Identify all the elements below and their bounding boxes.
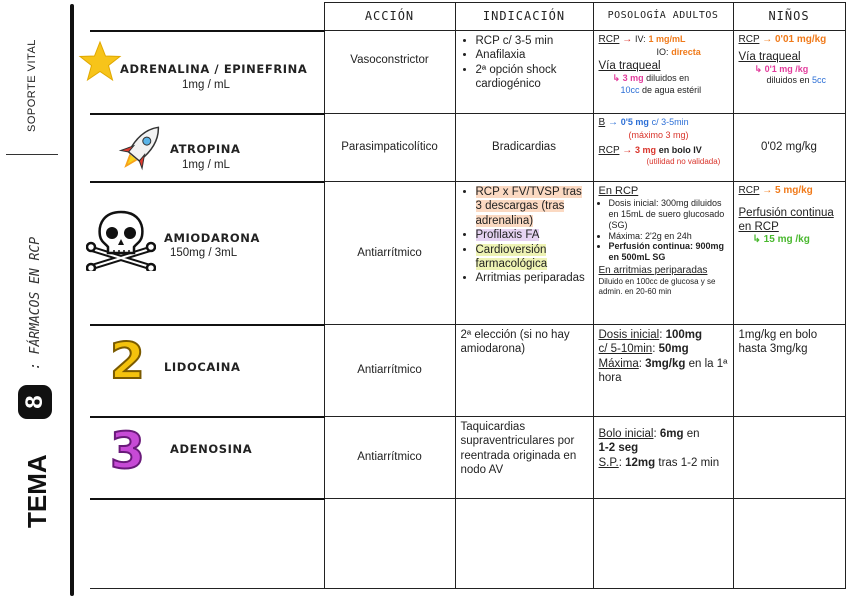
list-item [476,185,588,228]
ninos-lidocaina: 1mg/kg en bolo hasta 3mg/kg [733,325,845,417]
header-row [90,3,845,31]
accion-atropina: Parasimpaticolítico [324,114,455,182]
via-traqueal-label: Vía traqueal [598,60,661,72]
empty-cell [90,499,324,589]
b-max: (máximo 3 mg) [628,129,689,140]
traqueal-dose: 3 mg [622,73,644,84]
drug-cell-atropina [90,114,324,182]
soporte-vital-label: SOPORTE VITAL [26,39,38,132]
accion-lidocaina: Antiarrítmico [324,325,455,417]
indicacion-amiodarona [455,182,593,325]
perfusion-value: 15 mg /kg [763,234,810,246]
arritmias-label: En arritmias periparadas [598,264,708,276]
list-item: • RCP c/ 3-5 min [476,34,588,48]
list-item: • Perfusión continua: 900mg en 500mL SG [609,241,728,263]
ninos-rcp-value: 0'01 mg/kg [775,34,827,45]
posologia-amiodarona [593,182,733,325]
empty-cell [455,499,593,589]
traqueal-cc: 10cc [620,84,640,95]
indicacion-lidocaina: 2ª elección (si no hay amiodarona) [455,325,593,417]
empty-cell [733,499,845,589]
rcp-label: RCP [738,185,760,196]
drug-name-adrenalina: ADRENALINA / EPINEFRINA [120,61,308,76]
io-value: directa [671,46,701,57]
list-item: • Máxima: 2'2g en 24h [609,231,728,242]
drug-name-amiodarona: AMIODARONA [164,230,261,245]
indicacion-item-text: Profilaxis FA [475,229,540,242]
indicacion-list-amiodarona [461,185,588,286]
row-atropina [90,114,845,182]
ninos-amiodarona: RCP → 5 mg/kg Perfusión continua en RCP ↳ 15 mg /kg [733,182,845,325]
number-two-icon: 2 [110,331,145,390]
perfusion-label: Perfusión continua en RCP [738,206,834,233]
posologia-atropina: B → 0'5 mg c/ 3-5min (máximo 3 mg) RCP → 3 mg en bolo IV (utilidad no validada) [593,114,733,182]
sp-value: 12mg [625,456,656,469]
dosis-inicial-label: Dosis inicial [598,329,660,341]
list-item: • 2ª opción shock cardiogénico [476,63,588,92]
maxima-label: Máxima [598,357,639,370]
rcp-value: 3 mg [635,144,657,155]
rocket-icon [118,119,164,177]
skull-icon [86,209,156,271]
accion-amiodarona: Antiarrítmico [324,182,455,325]
tema-word: TEMA [22,454,52,528]
amiodarona-pos-list [599,198,728,263]
indicacion-item-text: RCP x FV/TVSP tras 3 descargas (tras adrenalina) [475,186,582,227]
drug-name-lidocaina: LIDOCAINA [164,359,241,374]
ninos-rcp-value: 5 mg/kg [775,185,813,196]
via-traqueal-label: Vía traqueal [738,50,801,63]
row-amiodarona [90,182,845,325]
maxima-rest: en la 1ª hora [598,357,728,385]
indicacion-list-adrenalina [461,34,588,92]
rcp-label: RCP [598,34,620,45]
posologia-adrenalina: RCP → IV: 1 mg/mL IO: directa Vía traqueal ↳ 3 mg diluidos en 10cc de agua estéril [593,31,733,114]
ninos-adrenalina: RCP → 0'01 mg/kg Vía traqueal ↳ 0'1 mg /kg diluidos en 5cc [733,31,845,114]
b-rest: c/ 3-5min [651,117,689,127]
list-item: • Dosis inicial: 300mg diluidos en 15mL de suero glucosado (SG) [609,198,728,230]
b-value: 0'5 mg [620,117,649,127]
maxima-value: 3mg/kg [645,357,686,370]
ninos-adenosina [733,417,845,499]
drug-cell-adrenalina [90,31,324,114]
iv-label: IV: [635,34,646,44]
sp-label: S.P. [598,456,619,469]
drug-cell-lidocaina [90,325,324,417]
list-item: • Anafilaxia [476,48,588,62]
header-indicacion: INDICACIÓN [455,3,593,31]
iv-value: 1 mg/mL [648,34,686,44]
io-label: IO: [656,46,669,57]
ninos-atropina: 0'02 mg/kg [733,114,845,182]
row-empty [90,499,845,589]
arritmias-text: Diluido en 100cc de glucosa y se admin. en 20-60 min [598,276,716,296]
drug-table [90,2,846,589]
drug-name-adenosina: ADENOSINA [170,441,253,456]
en-rcp-label: En RCP [598,185,639,197]
indicacion-adenosina: Taquicardias supraventriculares por reentrada originada en nodo AV [455,417,593,499]
drug-dose-adrenalina: 1mg / mL [182,78,230,91]
bolo-label: Bolo inicial [598,428,654,440]
posologia-adenosina: Bolo inicial: 6mg en 1-2 seg S.P.: 12mg tras 1-2 min [593,417,733,499]
list-item [476,228,588,242]
bolo-rest: en [686,428,700,440]
bolo-value-2: 1-2 seg [598,442,639,455]
number-three-icon: 3 [110,421,145,480]
rcp-note: (utilidad no validada) [646,157,721,167]
row-adrenalina [90,31,845,114]
ninos-traqueal-cc: 5cc [812,75,827,86]
tema-number-badge: 8 [18,385,52,419]
ninos-traqueal-dose: 0'1 mg /kg [764,63,809,74]
header-posologia: POSOLOGÍA ADULTOS [593,3,733,31]
side-rule [70,4,74,596]
side-separator [6,154,58,155]
accion-adenosina: Antiarrítmico [324,417,455,499]
sp-rest: tras 1-2 min [658,456,720,469]
header-blank [90,3,324,31]
b-label: B [598,117,606,128]
row-adenosina [90,417,845,499]
traqueal-end: de agua estéril [642,84,702,95]
header-ninos: NIÑOS [733,3,845,31]
row-lidocaina [90,325,845,417]
intervalo-label: c/ 5-10min [598,343,653,356]
indicacion-item-text: Cardioversión farmacológica [475,243,548,270]
intervalo-value: 50mg [658,343,689,356]
bolo-value: 6mg [659,428,684,440]
header-accion: ACCIÓN [324,3,455,31]
drug-dose-amiodarona: 150mg / 3mL [170,246,238,259]
ninos-traqueal-text: diluidos en [766,75,810,86]
rcp-label: RCP [598,144,620,156]
indicacion-atropina: Bradicardias [455,114,593,182]
traqueal-text: diluidos en [646,73,690,84]
rcp-rest: en bolo IV [658,144,702,155]
posologia-lidocaina: Dosis inicial: 100mg c/ 5-10min: 50mg Máxima: 3mg/kg en la 1ª hora [593,325,733,417]
empty-cell [593,499,733,589]
list-item [476,243,588,272]
drug-name-atropina: ATROPINA [170,141,241,156]
dosis-inicial-value: 100mg [665,329,703,341]
star-icon [78,40,122,84]
list-item: • Arritmias periparadas [476,271,588,285]
rcp-label: RCP [738,34,760,45]
empty-cell [324,499,455,589]
drug-dose-atropina: 1mg / mL [182,158,230,171]
accion-adrenalina: Vasoconstrictor [324,31,455,114]
indicacion-adrenalina [455,31,593,114]
tema-subtitle: : FÁRMACOS EN RCP [28,236,43,370]
drug-cell-adenosina [90,417,324,499]
drug-cell-amiodarona [90,182,324,325]
